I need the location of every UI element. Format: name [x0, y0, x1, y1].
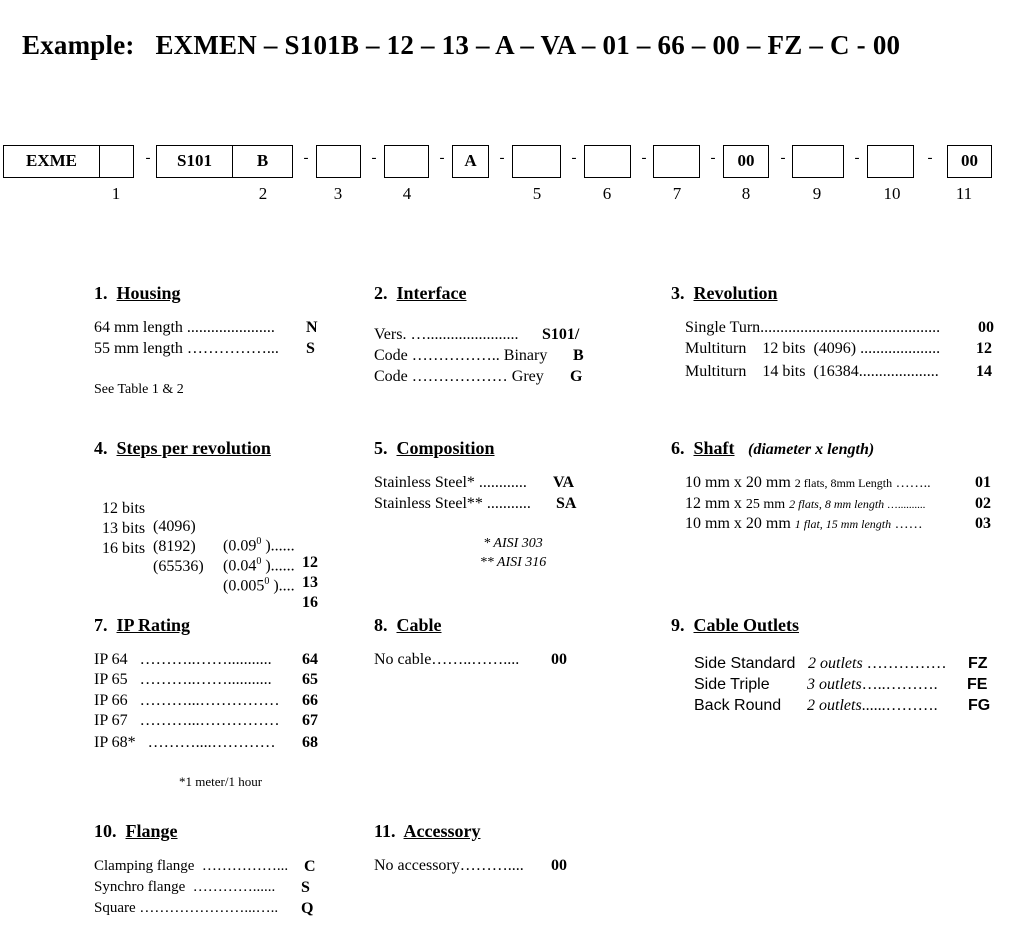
steps-count: (8192)	[153, 538, 196, 555]
section-number: 9.	[671, 615, 685, 635]
outlet-name: Side Triple	[694, 676, 770, 693]
shaft-row	[685, 495, 991, 513]
code-box	[584, 145, 631, 178]
ip-row	[94, 712, 318, 730]
revolution-row	[685, 319, 1001, 337]
code-separator: -	[439, 150, 445, 166]
shaft-dots: ……..	[892, 476, 931, 491]
outlet-count	[808, 655, 947, 673]
position-number: 10	[883, 184, 901, 203]
section-number: 10.	[94, 821, 117, 841]
section-number: 11.	[374, 821, 396, 841]
degree-mark: 0	[256, 556, 262, 567]
composition-note: ** AISI 316	[479, 555, 547, 570]
row-code: S101/	[542, 326, 580, 343]
code-box: B	[232, 145, 293, 178]
steps-angle-value: (0.04	[223, 557, 257, 575]
row-code: 64	[302, 651, 318, 668]
ip-rating-note: *1 meter/1 hour	[179, 774, 263, 789]
code-box: 00	[723, 145, 769, 178]
accessory-heading	[374, 821, 481, 842]
row-code: 02	[975, 495, 991, 512]
section-number: 3.	[671, 283, 685, 303]
interface-row	[374, 347, 584, 365]
code-separator: -	[641, 150, 647, 166]
shaft-size: 10 mm x 20 mm	[685, 515, 791, 532]
section-title: Composition	[396, 438, 495, 458]
row-code: 01	[975, 474, 991, 491]
degree-mark: 0	[264, 576, 270, 587]
section-title: IP Rating	[116, 615, 191, 635]
row-label: Square …………………...…..	[94, 900, 279, 916]
cable-row	[374, 651, 567, 669]
row-label: IP 67 ………...……………	[94, 712, 280, 729]
row-code: 12	[976, 340, 992, 357]
code-separator: -	[780, 150, 786, 166]
row-code: S	[301, 879, 310, 896]
outlet-count	[807, 697, 938, 715]
code-separator: -	[927, 150, 933, 166]
shaft-spec: 2 flats, 8 mm length	[789, 497, 885, 511]
steps-heading	[94, 438, 271, 459]
row-code: FE	[967, 676, 988, 693]
interface-row	[374, 326, 580, 344]
revolution-heading	[671, 283, 778, 304]
steps-dots: )......	[261, 537, 295, 555]
row-label: Stainless Steel** ...........	[374, 495, 531, 512]
row-code: FG	[968, 697, 991, 714]
position-number: 9	[812, 184, 822, 203]
row-label: Code …………….. Binary	[374, 347, 548, 364]
row-label: Multiturn 12 bits (4096) ....................	[685, 340, 941, 357]
row-label: Multiturn 14 bits (16384....................	[685, 363, 939, 380]
shaft-heading	[671, 438, 874, 459]
flange-row	[94, 900, 314, 917]
steps-angle	[223, 576, 295, 595]
accessory-row	[374, 857, 567, 875]
ip-row	[94, 734, 318, 752]
row-code: S	[306, 340, 315, 357]
steps-angle-value: (0.09	[223, 537, 257, 555]
housing-note: See Table 1 & 2	[94, 382, 184, 397]
composition-note: * AISI 303	[483, 536, 543, 551]
row-label: Clamping flange ……………...	[94, 858, 289, 874]
section-title: Accessory	[403, 821, 481, 841]
composition-row	[374, 474, 575, 492]
ip-row	[94, 651, 318, 669]
row-code: B	[573, 347, 584, 364]
composition-heading	[374, 438, 495, 459]
outlet-name: Side Standard	[694, 655, 796, 672]
code-box: 00	[947, 145, 992, 178]
row-code: 66	[302, 692, 318, 709]
shaft-length: 25 mm	[745, 497, 786, 512]
steps-count: (65536)	[153, 558, 204, 575]
section-number: 2.	[374, 283, 388, 303]
steps-dots: )......	[261, 557, 295, 575]
shaft-dots: ……	[891, 517, 923, 532]
steps-angle-value: (0.005	[223, 577, 265, 595]
outlet-dots: …..……….	[861, 676, 938, 693]
housing-row	[94, 340, 315, 358]
housing-row	[94, 319, 318, 337]
interface-heading	[374, 283, 466, 304]
code-separator: -	[145, 150, 151, 166]
outlet-dots: ......……….	[861, 697, 938, 714]
cable-outlets-heading	[671, 615, 799, 636]
cable-heading	[374, 615, 442, 636]
position-number: 1	[111, 184, 121, 203]
position-number: 8	[741, 184, 751, 203]
steps-bits: 16 bits	[102, 540, 146, 557]
position-number: 5	[532, 184, 542, 203]
code-separator: -	[854, 150, 860, 166]
row-label: 55 mm length ……………...	[94, 340, 279, 357]
flange-row	[94, 879, 310, 896]
cable-outlet-row	[694, 697, 991, 715]
row-code: Q	[301, 900, 314, 917]
row-code: SA	[556, 495, 577, 512]
row-code: VA	[553, 474, 575, 491]
code-box: EXME	[3, 145, 100, 178]
row-code: G	[570, 368, 583, 385]
section-title: Cable Outlets	[693, 615, 799, 635]
section-title: Cable	[396, 615, 442, 635]
row-code: 68	[302, 734, 318, 751]
outlet-dots: ……………	[862, 655, 947, 672]
code-box	[653, 145, 700, 178]
code-box: S101	[156, 145, 233, 178]
row-label: No cable……..……....	[374, 651, 520, 668]
shaft-size: 10 mm x 20 mm	[685, 474, 791, 491]
row-label: Stainless Steel* ............	[374, 474, 527, 491]
flange-row	[94, 858, 316, 875]
interface-row	[374, 368, 583, 386]
section-number: 5.	[374, 438, 388, 458]
shaft-row	[685, 474, 991, 492]
shaft-row	[685, 515, 991, 533]
row-code: 12	[302, 554, 318, 571]
section-title: Steps per revolution	[116, 438, 271, 458]
shaft-spec: 1 flat, 15 mm length	[794, 517, 892, 531]
outlet-count-text: 2 outlets	[807, 697, 862, 714]
row-label: Code ……………… Grey	[374, 368, 544, 385]
row-label: IP 64 ………..……...........	[94, 651, 272, 668]
steps-angle	[223, 536, 295, 555]
code-separator: -	[571, 150, 577, 166]
example-title: Example: EXMEN – S101B – 12 – 13 – A – VA – 01 – 66 – 00 – FZ – C - 00	[22, 30, 901, 60]
code-box	[512, 145, 561, 178]
code-box	[99, 145, 134, 178]
cable-outlet-row	[694, 655, 988, 673]
row-label: IP 68* ………....…………	[94, 734, 276, 751]
row-label: Vers. ….......................	[374, 326, 519, 343]
section-title: Interface	[396, 283, 467, 303]
section-number: 7.	[94, 615, 108, 635]
code-box	[316, 145, 361, 178]
degree-mark: 0	[256, 536, 262, 547]
steps-angle	[223, 556, 295, 575]
row-code: 13	[302, 574, 318, 591]
shaft-size: 12 mm x	[685, 495, 742, 512]
shaft-dots: …..........	[884, 499, 926, 511]
row-code: FZ	[968, 655, 988, 672]
outlet-count-text: 2 outlets	[808, 655, 863, 672]
row-label: 64 mm length ......................	[94, 319, 275, 336]
cable-outlet-row	[694, 676, 988, 694]
row-code: 16	[302, 594, 318, 611]
position-number: 4	[402, 184, 412, 203]
position-number: 6	[602, 184, 612, 203]
revolution-row	[685, 363, 1001, 381]
code-box	[792, 145, 844, 178]
position-number: 2	[258, 184, 268, 203]
outlet-name: Back Round	[694, 697, 782, 714]
row-code: 67	[302, 712, 318, 729]
row-code: 00	[978, 319, 994, 336]
row-label: IP 65 ………..……...........	[94, 671, 272, 688]
outlet-count-text: 3 outlets	[807, 676, 862, 693]
row-code: 03	[975, 515, 991, 532]
code-separator: -	[371, 150, 377, 166]
row-code: 00	[551, 857, 567, 874]
row-label: No accessory………....	[374, 857, 524, 874]
position-number: 11	[955, 184, 973, 203]
position-number: 3	[333, 184, 343, 203]
section-number: 6.	[671, 438, 685, 458]
section-title: Shaft	[693, 438, 735, 458]
ip-row	[94, 692, 318, 710]
row-code: 14	[976, 363, 992, 380]
position-number: 7	[672, 184, 682, 203]
ip-row	[94, 671, 318, 689]
ip-rating-heading	[94, 615, 190, 636]
section-title: Revolution	[693, 283, 778, 303]
section-title: Flange	[125, 821, 178, 841]
shaft-spec: 2 flats, 8mm Length	[794, 476, 893, 490]
revolution-row	[685, 340, 1001, 358]
steps-bits: 12 bits	[102, 500, 146, 517]
row-code: N	[306, 319, 318, 336]
composition-row	[374, 495, 577, 513]
steps-dots: )....	[269, 577, 295, 595]
section-number: 4.	[94, 438, 108, 458]
housing-heading	[94, 283, 181, 304]
section-title: Housing	[116, 283, 181, 303]
code-box	[867, 145, 914, 178]
code-box: A	[452, 145, 489, 178]
steps-count: (4096)	[153, 518, 196, 535]
code-separator: -	[710, 150, 716, 166]
code-box	[384, 145, 429, 178]
row-code: C	[304, 858, 316, 875]
section-number: 1.	[94, 283, 108, 303]
section-subtitle: (diameter x length)	[748, 441, 875, 458]
flange-heading	[94, 821, 178, 842]
outlet-count	[807, 676, 938, 694]
code-separator: -	[499, 150, 505, 166]
section-number: 8.	[374, 615, 388, 635]
row-label: Single Turn.............................................	[685, 319, 941, 336]
steps-bits: 13 bits	[102, 520, 146, 537]
row-label: Synchro flange …………......	[94, 879, 276, 895]
row-code: 65	[302, 671, 318, 688]
row-label: IP 66 ………...……………	[94, 692, 280, 709]
row-code: 00	[551, 651, 567, 668]
code-separator: -	[303, 150, 309, 166]
